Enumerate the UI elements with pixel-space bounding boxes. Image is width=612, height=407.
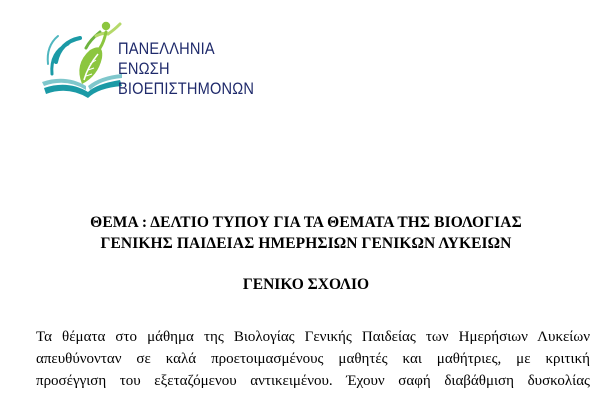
document-title-line-2: ΓΕΝΙΚΗΣ ΠΑΙΔΕΙΑΣ ΗΜΕΡΗΣΙΩΝ ΓΕΝΙΚΩΝ ΛΥΚΕΙΩΝ xyxy=(100,235,512,252)
organization-name xyxy=(118,39,254,99)
body-line: απευθύνονταν σε καλά προετοιμασμένους μαθητές και μαθήτριες, με κριτική xyxy=(36,351,590,367)
body-paragraph xyxy=(36,326,590,392)
body-line: προσέγγιση του εξεταζόμενου αντικειμένου. Έχουν σαφή διαβάθμιση δυσκολίας xyxy=(36,373,590,389)
document-title-line-1: ΘΕΜΑ : ΔΕΛΤΙΟ ΤΥΠΟΥ ΓΙΑ ΤΑ ΘΕΜΑΤΑ ΤΗΣ ΒΙΟΛΟΓΙΑΣ xyxy=(90,214,522,231)
book-leaf-emblem-icon xyxy=(38,18,128,118)
body-line: Τα θέματα στο μάθημα της Βιολογίας Γενικής Παιδείας των Ημερήσιων Λυκείων xyxy=(36,329,590,345)
organization-name-line-3: ΒΙΟΕΠΙΣΤΗΜΟΝΩΝ xyxy=(118,79,255,98)
section-heading: ΓΕΝΙΚΟ ΣΧΟΛΙΟ xyxy=(242,276,370,293)
organization-name-line-1: ΠΑΝΕΛΛΗΝΙΑ xyxy=(118,39,215,58)
organization-logo xyxy=(38,18,268,118)
organization-name-line-2: ΕΝΩΣΗ xyxy=(118,59,170,78)
